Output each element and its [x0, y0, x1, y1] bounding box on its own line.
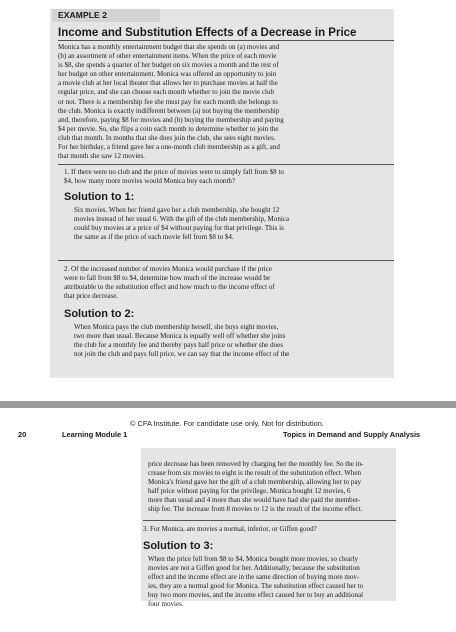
solution-2-continued — [148, 460, 364, 515]
intro-line: (b) an assortment of other entertainment items. When the price of each movie — [58, 52, 277, 61]
intro-line: that month she saw 12 movies. — [58, 152, 145, 161]
solution-line: more than usual and 4 more than she would have had she paid the member- — [148, 496, 361, 505]
question-line: that price decrease. — [64, 292, 119, 301]
intro-line: or not. There is a membership fee she must pay for each month she belongs to — [58, 97, 278, 106]
copyright-notice: © CFA Institute. For candidate use only. Not for distribution. — [130, 419, 324, 428]
intro-line: For her birthday, a friend gave her a one-month club membership as a gift, and — [58, 143, 280, 152]
solution-line: When the price fell from $8 to $4, Monica bought more movies, so clearly — [148, 555, 358, 563]
solution-line: price decrease has been removed by charging her the monthly fee. So the in- — [148, 460, 364, 468]
solution-3-text — [148, 555, 363, 610]
question-2 — [64, 265, 275, 301]
example-title: Income and Substitution Effects of a Decrease in Price — [58, 27, 357, 39]
question-line: were to fall from $8 to $4, determine how much of the increase would be — [64, 274, 271, 283]
solution-1-heading: Solution to 1: — [64, 191, 135, 203]
intro-line: $4 per movie. So, she flips a coin each month to determine whether to join the — [58, 124, 279, 133]
question-line: 1. If there were no club and the price of movies were to simply fall from $8 to — [64, 168, 284, 176]
solution-2-text — [74, 323, 289, 359]
intro-line: club that month. In months that she does join the club, she sees eight movies. — [58, 133, 276, 142]
intro-line: Monica has a monthly entertainment budget that she spends on (a) movies and — [58, 43, 280, 51]
solution-line: Six movies. When her friend gave her a club membership, she bought 12 — [74, 206, 280, 214]
question-line: 2. Of the increased number of movies Monica would purchase if the price — [64, 265, 273, 273]
solution-2-heading: Solution to 2: — [64, 308, 135, 320]
solution-3-heading: Solution to 3: — [143, 540, 214, 552]
question-3: 3. For Monica, are movies a normal, inferior, or Giffen good? — [143, 525, 317, 533]
example-label: EXAMPLE 2 — [58, 10, 108, 20]
intro-line: the club. Monica is exactly indifferent between (a) not buying the membership — [58, 106, 280, 115]
solution-line: two more than usual. Because Monica is equally well off whether she joins — [74, 332, 286, 341]
solution-line: effect and the income effect are in the same direction of buying more mov- — [148, 573, 360, 582]
solution-line: could buy movies at a price of $4 without paying for that privilege. This is — [74, 224, 284, 233]
solution-line: the same as if the price of each movie fell from $8 to $4. — [74, 233, 234, 242]
page-break-band — [0, 401, 456, 408]
topic-label: Topics in Demand and Supply Analysis — [283, 430, 421, 439]
intro-line: a movie club at her local theater that allows her to purchase movies at half the — [58, 79, 278, 88]
intro-paragraph — [58, 43, 284, 161]
intro-line: and, therefore, paying $8 for movies and (b) buying the membership and paying — [58, 115, 284, 124]
solution-1-text — [74, 206, 289, 242]
solution-line: Monica's friend gave her the gift of a club membership, allowing her to pay — [148, 478, 362, 487]
solution-line: ies, they are a normal good for Monica. The substitution effect caused her to — [148, 582, 364, 591]
solution-line: half price without paying for the privilege, Monica bought 12 movies, 6 — [148, 487, 351, 496]
question-line: attributable to the substitution effect and how much to the income effect of — [64, 283, 275, 292]
solution-line: movies are not a Giffen good for her. Additionally, because the substitution — [148, 564, 360, 573]
question-line: $4, how many more movies would Monica buy each month? — [64, 177, 236, 186]
title-divider — [58, 40, 394, 41]
solution-line: not join the club and pays full price, we can say that the income effect of the — [74, 350, 290, 359]
question-divider — [143, 520, 396, 521]
module-label: Learning Module 1 — [62, 430, 128, 439]
solution-line: crease from six movies to eight is the result of the substitution effect. When — [148, 469, 362, 478]
solution-line: ship fee. The increase from 8 movies to 12 is the result of the income effect. — [148, 505, 363, 514]
solution-line: buy two more movies, and the income effect caused her to buy an additional — [148, 591, 364, 600]
intro-line: is $8, she spends a quarter of her budget on six movies a month and the rest of — [58, 61, 279, 70]
solution-line: movies instead of her usual 6. With the gift of the club membership, Monica — [74, 215, 290, 224]
intro-line: her budget on other entertainment. Monica was offered an opportunity to join — [58, 70, 277, 79]
solution-line: four movies. — [148, 600, 184, 609]
solution-line: When Monica pays the club membership herself, she buys eight movies, — [74, 323, 279, 331]
question-divider — [58, 260, 394, 261]
solution-line: the club for a monthly fee and thereby pays half price or whether she does — [74, 341, 283, 350]
question-1 — [64, 168, 284, 186]
intro-line: regular price, and she can choose each month whether to join the movie club — [58, 88, 275, 97]
question-divider — [58, 164, 394, 165]
page-number: 20 — [18, 430, 27, 439]
